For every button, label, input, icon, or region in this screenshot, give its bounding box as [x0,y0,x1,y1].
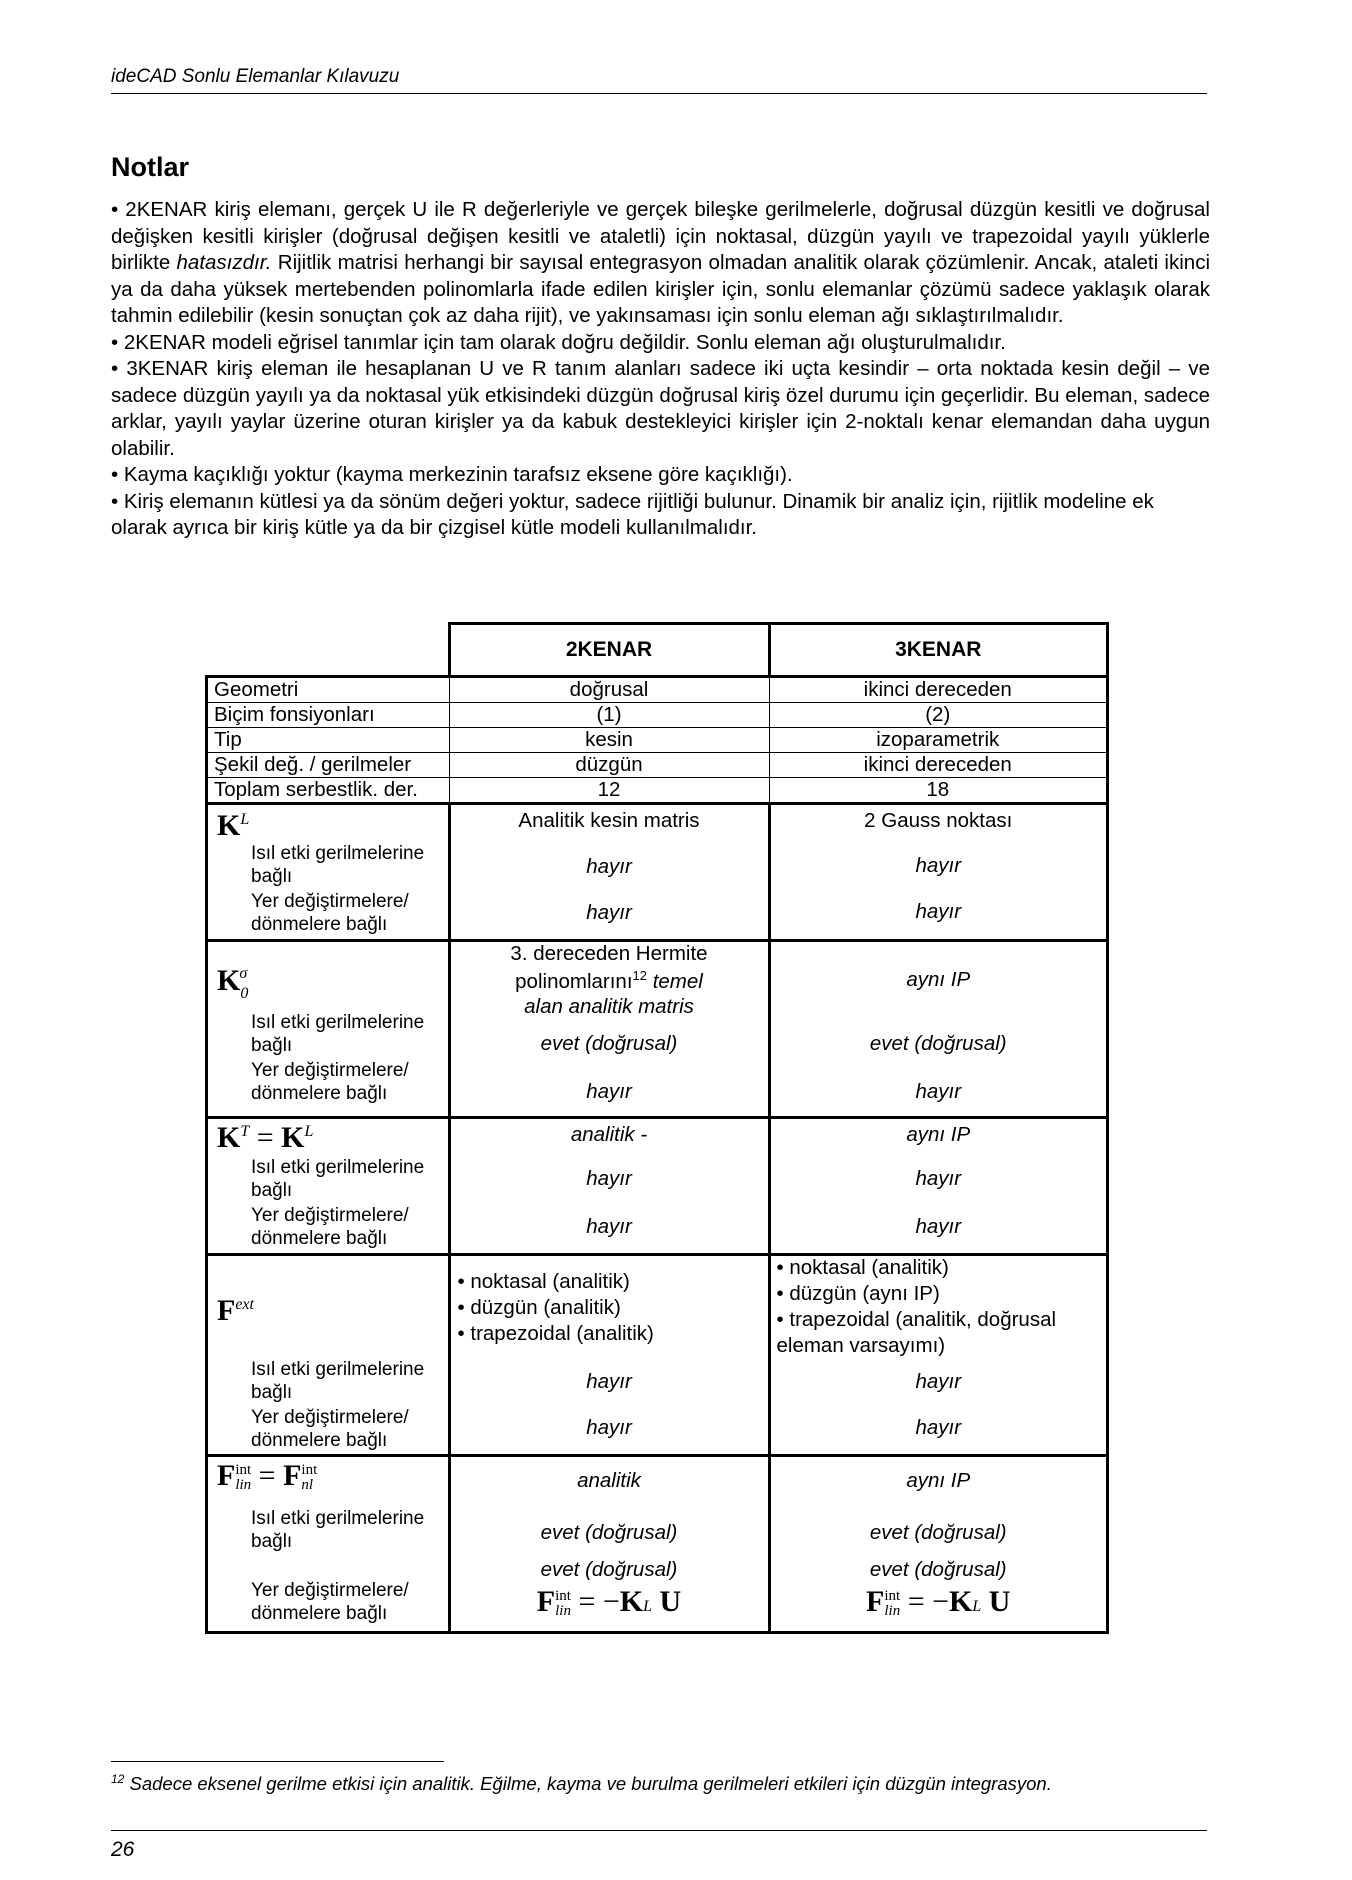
fext-3kenar-cell: • noktasal (analitik) • düzgün (aynı IP) • trapezoidal (analitik, doğrusal eleman varsayımı) hayır hayır [769,1255,1108,1456]
cell-3kenar: izoparametrik [769,728,1108,753]
kt-2kenar-cell: analitik - hayır hayır [449,1118,769,1255]
page-number: 26 [111,1838,135,1861]
footer-rule [111,1830,1207,1831]
f-ext-symbol: $F^{ext}$ [217,1294,254,1327]
cell-2kenar: (1) [449,703,769,728]
fint-2kenar-cell: analitik evet (doğrusal) evet (doğrusal) Fint lin = −KL U [449,1456,769,1633]
f-int-lin-equals-nl-symbol: Fint lin = Fint nl [217,1459,318,1493]
row-label: Toplam serbestlik. der. [207,778,450,804]
note-5: • Kiriş elemanın kütlesi ya da sönüm değeri yoktur, sadece rijitliği bulunur. Dinamik bir analiz için, rijitlik modeline ek olarak ayrıca bir kiriş kütle ya da bir çizgisel kütle modeli kullanılmalıdır. [111,489,1154,539]
header-rule [111,93,1207,94]
note-3: • 3KENAR kiriş eleman ile hesaplanan U ve R tanım alanları sadece iki uçta kesindir – orta noktada kesin değil – ve sadece düzgün yayılı ya da noktasal yük etkisindeki düzgün doğrusal kiriş özel durumu için geçerlidir. Bu eleman, sadece arklar, yayılı yaylar üzerine oturan kirişler ya da kabuk destekleyici kirişler için 2-noktalı kenar elemandan daha uygun olabilir. [111,357,1210,460]
kl-2kenar-cell: Analitik kesin matris hayır hayır [449,804,769,941]
kt-equals-kl-symbol: $K^T = K^L$ [217,1121,314,1154]
row-label: Biçim fonsiyonları [207,703,450,728]
note-2: • 2KENAR modeli eğrisel tanımlar için tam olarak doğru değildir. Sonlu eleman ağı oluşturulmalıdır. [111,330,1006,354]
section-title: Notlar [111,152,190,182]
kl-symbol: $K^L$ [217,809,250,842]
row-label: Geometri [207,677,450,703]
cell-2kenar: düzgün [449,753,769,778]
cell-3kenar: ikinci dereceden [769,677,1108,703]
running-header: ideCAD Sonlu Elemanlar Kılavuzu [111,66,400,87]
cell-2kenar: kesin [449,728,769,753]
fint-3kenar-cell: aynı IP evet (doğrusal) evet (doğrusal) Fint lin = −KL U [769,1456,1108,1633]
comparison-table [205,622,1109,1634]
kl-label-cell: $K^L$ Isıl etki gerilmelerine bağlı Yer değiştirmelere/ dönmelere bağlı [207,804,450,941]
footnote-rule [111,1761,444,1762]
ks-3kenar-cell: aynı IP evet (doğrusal) hayır [769,941,1108,1118]
cell-2kenar: 12 [449,778,769,804]
kl-3kenar-cell: 2 Gauss noktası hayır hayır [769,804,1108,941]
cell-3kenar: (2) [769,703,1108,728]
ks-label-cell: $K_0^\sigma$ Isıl etki gerilmelerine bağlı Yer değiştirmelere/ dönmelere bağlı [207,941,450,1118]
row-label: Tip [207,728,450,753]
k-sigma-symbol: $K_0^\sigma$ [217,964,249,1002]
ks-2kenar-cell: 3. dereceden Hermite polinomlarını$^{12}$ temel alan analitik matris evet (doğrusal) hayır [449,941,769,1118]
fext-label-cell: $F^{ext}$ Isıl etki gerilmelerine bağlı Yer değiştirmelere/ dönmelere bağlı [207,1255,450,1456]
footnote: $^{12}$ Sadece eksenel gerilme etkisi için analitik. Eğilme, kayma ve burulma gerilmeleri etkileri için düzgün integrasyon. [111,1772,1052,1795]
cell-3kenar: ikinci dereceden [769,753,1108,778]
cell-2kenar: doğrusal [449,677,769,703]
kt-3kenar-cell: aynı IP hayır hayır [769,1118,1108,1255]
note-4: • Kayma kaçıklığı yoktur (kayma merkezinin tarafsız eksene göre kaçıklığı). [111,463,793,486]
row-label: Şekil değ. / gerilmeler [207,753,450,778]
col-header-3kenar: 3KENAR [769,624,1108,677]
kt-label-cell: $K^T = K^L$ Isıl etki gerilmelerine bağlı Yer değiştirmelere/ dönmelere bağlı [207,1118,450,1255]
col-header-2kenar: 2KENAR [449,624,769,677]
cell-3kenar: 18 [769,778,1108,804]
notes-body [111,197,1210,542]
note-1: • 2KENAR kiriş elemanı, gerçek U ile R değerleriyle ve gerçek bileşke gerilmelerle, doğrusal düzgün kesitli ve doğrusal değişken kesitli kirişler (doğrusal değişen kesitli ve ataletli) için noktasal, düzgün yayılı ve trapezoidal yayılı yüklerle birlikte hatasızdır. Rijitlik matrisi herhangi bir sayısal entegrasyon olmadan analitik olarak çözümlenir. Ancak, ataleti ikinci ya da daha yüksek mertebenden polinomlarla ifade edilen kirişler için, sonlu elemanlar çözümü sadece yaklaşık olarak tahmin edilebilir (kesin sonuçtan çok az daha rijit), ve yakınsaması için sonlu eleman ağı sıklaştırılmalıdır. [111,198,1210,327]
fint-label-cell: Fint lin = Fint nl Isıl etki gerilmelerine bağlı Yer değiştirmelere/ dönmelere bağlı [207,1456,450,1633]
fext-2kenar-cell: • noktasal (analitik) • düzgün (analitik) • trapezoidal (analitik) hayır hayır [449,1255,769,1456]
f-int-formula: Fint lin = −KL U [866,1585,1011,1619]
footnote-ref: 12 [632,968,647,983]
f-int-formula: Fint lin = −KL U [536,1585,682,1619]
